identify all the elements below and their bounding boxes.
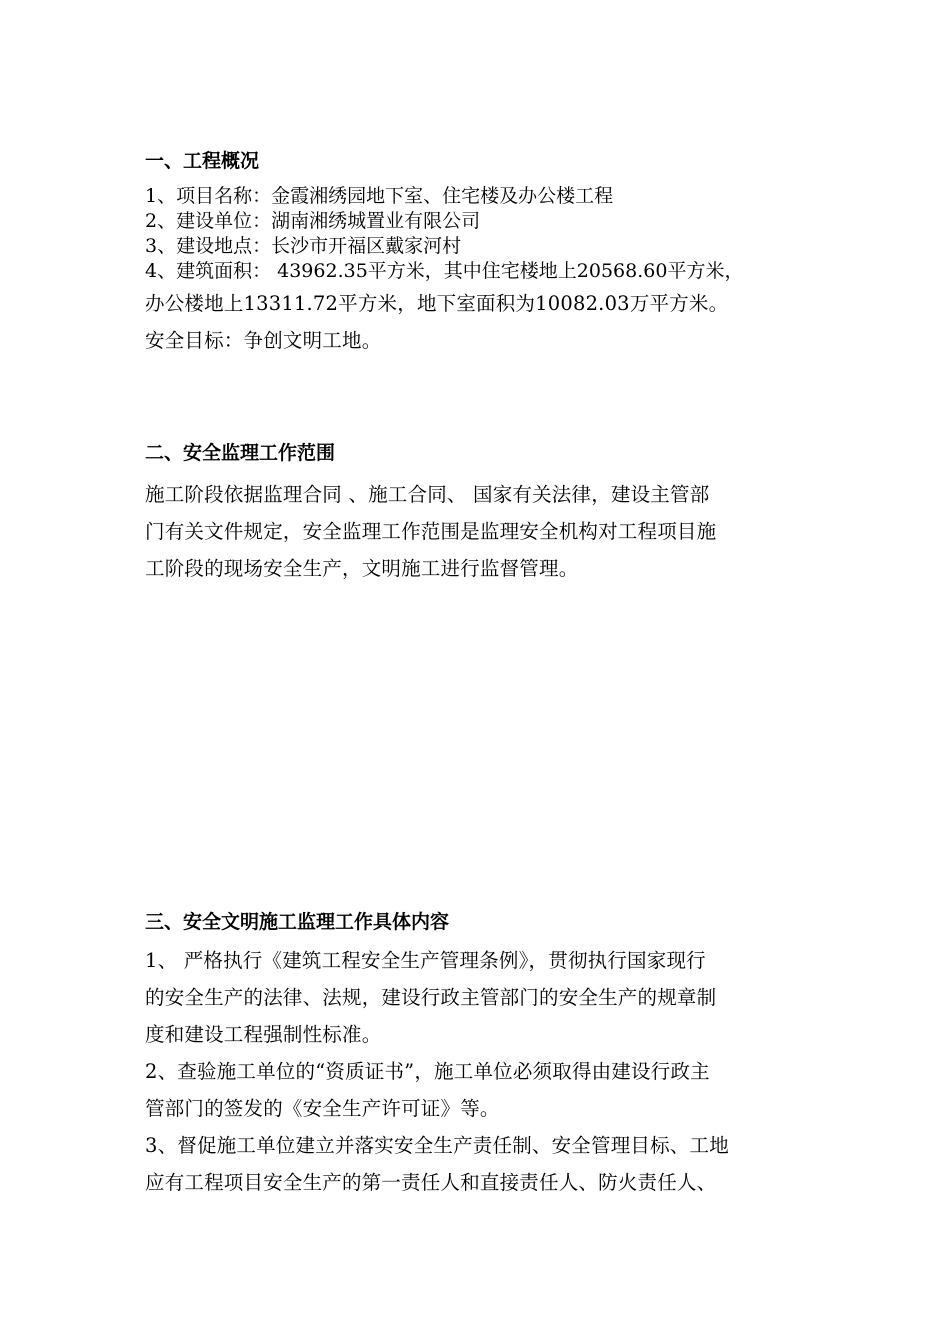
section-supervision-content xyxy=(145,909,825,1201)
overview-item-location: 3、建设地点：长沙市开福区戴家河村 xyxy=(145,235,462,257)
overview-item-builder: 2、建设单位：湖南湘绣城置业有限公司 xyxy=(145,210,481,232)
content-paragraph xyxy=(145,942,825,1201)
paragraph-line: 的安全生产的法律、法规，建设行政主管部门的安全生产的规章制 xyxy=(145,986,717,1009)
overview-area-continuation: 办公楼地上13311.72平方米，地下室面积为10082.03万平方米。 xyxy=(145,292,729,315)
paragraph-line: 1、 严格执行《建筑工程安全生产管理条例》，贯彻执行国家现行 xyxy=(145,949,706,972)
overview-safety-goal: 安全目标：争创文明工地。 xyxy=(145,329,382,352)
overview-paragraph xyxy=(145,285,825,359)
scope-paragraph xyxy=(145,476,825,587)
section-heading: 一、工程概况 xyxy=(145,150,260,172)
paragraph-line: 工阶段的现场安全生产，文明施工进行监督管理。 xyxy=(145,557,579,580)
paragraph-line: 度和建设工程强制性标准。 xyxy=(145,1023,382,1046)
section-project-overview xyxy=(145,148,825,359)
paragraph-line: 管部门的签发的《安全生产许可证》等。 xyxy=(145,1097,500,1120)
paragraph-line: 门有关文件规定，安全监理工作范围是监理安全机构对工程项目施 xyxy=(145,520,717,543)
paragraph-line: 2、查验施工单位的“资质证书”，施工单位必须取得由建设行政主 xyxy=(145,1060,710,1083)
paragraph-line: 3、督促施工单位建立并落实安全生产责任制、安全管理目标、工地 xyxy=(145,1134,729,1157)
section-heading: 二、安全监理工作范围 xyxy=(145,442,336,464)
overview-item-area: 4、建筑面积： 43962.35平方米，其中住宅楼地上20568.60平方米， xyxy=(145,260,744,282)
overview-item-project-name: 1、项目名称：金霞湘绣园地下室、住宅楼及办公楼工程 xyxy=(145,185,614,207)
section-supervision-scope xyxy=(145,440,825,587)
section-heading: 三、安全文明施工监理工作具体内容 xyxy=(145,911,450,933)
paragraph-line: 应有工程项目安全生产的第一责任人和直接责任人、防火责任人、 xyxy=(145,1171,717,1194)
paragraph-line: 施工阶段依据监理合同 、施工合同、 国家有关法律，建设主管部 xyxy=(145,483,710,506)
